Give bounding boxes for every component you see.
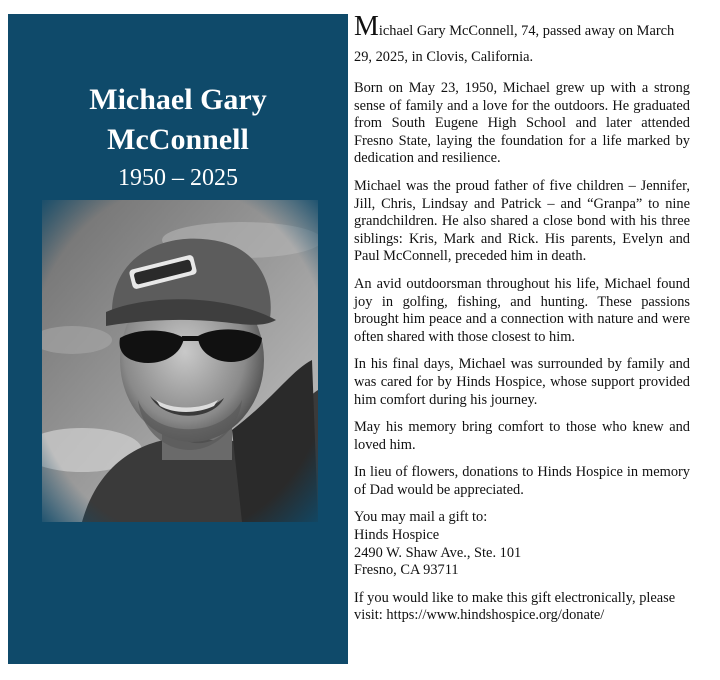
online-donation: If you would like to make this gift electronically, please visit: https://www.hindshospice.org/donate/	[354, 589, 676, 624]
paragraph-family: Michael was the proud father of five children – Jennifer, Jill, Chris, Lindsay and Patrick – and “Granpa” to nine grandchildren. He also shared a close bond with his three siblings: Kris, Mark and Rick. His parents, Evelyn and Paul McConnell, preceded him in death.	[354, 177, 690, 265]
paragraph-memory: May his memory bring comfort to those who knew and loved him.	[354, 419, 690, 453]
paragraph-donations: In lieu of flowers, donations to Hinds Hospice in memory of Dad would be appreciated.	[354, 464, 690, 498]
paragraph-early-life: Born on May 23, 1950, Michael grew up with a strong sense of family and a love for the outdoors. He graduated from South Eugene High School and later attended Fresno State, laying the foundation for a life marked by dedication and resilience.	[354, 80, 690, 167]
mailing-address	[354, 509, 690, 579]
name-line-1: Michael Gary	[89, 83, 267, 116]
mail-city: Fresno, CA 93711	[354, 562, 459, 579]
memorial-panel	[8, 14, 348, 664]
obituary-text	[354, 11, 690, 635]
paragraph-hobbies: An avid outdoorsman throughout his life, Michael found joy in golfing, fishing, and hunting. These passions brought him peace and a connection with nature and were often shared with those closest to him.	[354, 275, 690, 345]
lead-text: ichael Gary McConnell, 74, passed away on March 29, 2025, in Clovis, California.	[354, 23, 675, 65]
mail-org: Hinds Hospice	[354, 527, 440, 544]
lead-paragraph	[354, 11, 690, 70]
mail-intro: You may mail a gift to:	[354, 509, 488, 526]
name-line-2: McConnell	[107, 123, 249, 156]
portrait-photo	[42, 200, 318, 522]
portrait-illustration	[42, 200, 318, 522]
life-years: 1950 – 2025	[118, 165, 238, 191]
drop-cap: M	[354, 11, 379, 42]
mail-street: 2490 W. Shaw Ave., Ste. 101	[354, 544, 522, 561]
paragraph-final-days: In his final days, Michael was surrounded by family and was cared for by Hinds Hospice, whose support provided him comfort during his journey.	[354, 356, 690, 408]
